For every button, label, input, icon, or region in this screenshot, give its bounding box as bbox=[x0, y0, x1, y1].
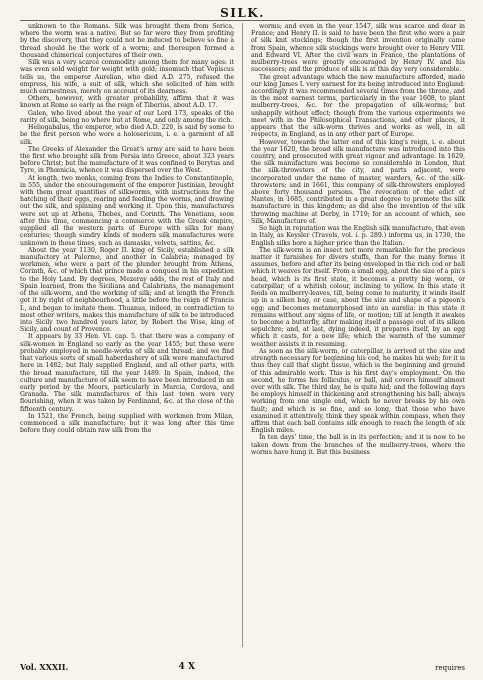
paragraph: In ten days' time, the ball is in its perfection; and it is now to be taken down from the branches of the mulberry-trees, where the worms have hung it. But this business bbox=[251, 434, 465, 456]
paragraph: About the year 1130, Roger II. king of Sicily, established a silk manufactory at Palermo, and another in Calabria; managed by workmen, who were a part of the plunder brought from Athens, Corinth, &c. of which that prince made a conquest in his expedition to the Holy Land. By degrees, Mezeray adds, the rest of Italy and Spain learned, from the Sicilians and Calabrians, the management of the silk-worm, and the working of silk; and at length the French got it by right of neighbourhood, a little before the reign of Francis I., and began to imitate them. Thuanus, indeed, in contradiction to most other writers, makes this manufacture of silk to be introduced into Sicily two hundred years later, by Robert the Wise, king of Sicily, and count of Provence. bbox=[20, 246, 234, 334]
paragraph: In 1521, the French, being supplied with workmen from Milan, commenced a silk manufacture; but it was long after this time before they could obtain raw silk from the bbox=[20, 412, 234, 435]
paragraph: However, towards the latter end of this king's reign, i. e. about the year 1620, the broad silk manufacture was introduced into this country, and prosecuted with great vigour and advantage. In 1629, the silk manufacture was become so considerable in London, that the silk-throwsters of the city, and parts adjacent, were incorporated under the name of master, warders, &c. of the silk-throwsters; and in 1661, this company of silk-throwsters employed above forty thousand persons. The revocation of the edict of Nantes, in 1685, contributed in a great degree to promote the silk manufacture in this kingdom; as did also the invention of the silk throwing machine at Derby, in 1719; for an account of which, see Silk, Manufacture of. bbox=[251, 138, 465, 225]
paragraph: The Greeks of Alexander the Great's army are said to have been the first who brought silk from Persia into Greece, about 323 years before Christ; but the manufacture of it was confined to Berytus and Tyre, in Phœnicia, whence it was dispersed over the West. bbox=[20, 145, 234, 175]
signature-mark: 4 X bbox=[178, 662, 195, 672]
left-column bbox=[20, 23, 234, 647]
paragraph: At length, two monks, coming from the Indies to Constantinople, in 555, under the encouragement of the emperor Justinian, brought with them great quantities of silkworms, with instructions for the hatching of their eggs, rearing and feeding the worms, and drawing out the silk, and spinning and working it. Upon this, manufactures were set up at Athens, Thebes, and Corinth. The Venetians, soon after this time, commencing a commerce with the Greek empire, supplied all the western parts of Europe with silks for many centuries; though sundry kinds of modern silk manufactures were unknown in those times, such as damasks, velvets, sattins, &c. bbox=[20, 174, 234, 247]
paragraph: Silk was a very scarce commodity among them for many ages: it was even sold weight for weight with gold; insomuch that Vopiscus tells us, the emperor Aurelian, who died A.D. 275, refused the empress, his wife, a suit of silk, which she solicited of him with much earnestness, merely on account of its dearness. bbox=[20, 59, 234, 95]
paragraph: So high in reputation was the English silk manufacture, that even in Italy, as Keysler (Travels, vol. i. p. 289.) informs us, in 1730, the English silks bore a higher price than the Italian. bbox=[251, 225, 465, 247]
paragraph: Galen, who lived about the year of our Lord 173, speaks of the rarity of silk, being no where but at Rome, and only among the rich. bbox=[20, 109, 234, 124]
right-column bbox=[251, 23, 465, 647]
paragraph: The silk-worm is an insect not more remarkable for the precious matter it furnishes for divers stuffs, than for the many forms it assumes, before and after its being enveloped in the rich cod or ball which it weaves for itself. From a small egg, about the size of a pin's head, which is its first state, it becomes a pretty big worm, or caterpillar, of a whitish colour, inclining to yellow. In this state it feeds on mulberry-leaves, till, being come to maturity, it winds itself up in a silken bag, or case, about the size and shape of a pigeon's egg; and becomes metamorphosed into an aurelia: in this state it remains without any signs of life, or motion; till at length it awakes to become a butterfly, after making itself a passage out of its silken sepulchre; and, at last, dying indeed, it prepares itself, by an egg which it casts, for a new life; which the warmth of the summer weather assists it in resuming. bbox=[251, 246, 465, 348]
text-columns bbox=[20, 23, 465, 647]
column-divider bbox=[242, 23, 243, 647]
paragraph: unknown to the Romans. Silk was brought them from Serica, where the worm was a native. But so far were they from profiting by the discovery, that they could not be induced to believe so fine a thread should be the work of a worm; and thereupon formed a thousand chimerical conjectures of their own. bbox=[20, 23, 234, 59]
catchword: requires bbox=[435, 664, 465, 672]
paragraph: It appears by 33 Hen. VI. cap. 5. that there was a company of silk-women in England so early as the year 1455; but these were probably employed in needle-works of silk and thread: and we find that various sorts of small haberdashery of silk were manufactured here in 1482; but Italy supplied England, and all other parts, with the broad manufacture, till the year 1489. In Spain, indeed, the culture and manufacture of silk seem to have been introduced in an early period by the Moors, particularly in Murcia, Cordova, and Granada. The silk manufactures of this last town were very flourishing, when it was taken by Ferdinand, &c. at the close of the fifteenth century. bbox=[20, 333, 234, 413]
page bbox=[20, 6, 465, 672]
paragraph: As soon as the silk-worm, or caterpillar, is arrived at the size and strength necessary for beginning his cod, he makes his web; for it is thus they call that slight tissue, which is the beginning and ground of this admirable work. This is his first day's employment. On the second, he forms his folliculus, or ball, and covers himself almost over with silk. The third day, he is quite hid; and the following days he employs himself in thickening and strengthening his ball; always working from one single end, which he never breaks by his own fault; and which is so fine, and so long, that those who have examined it attentively, think they speak within compass, when they affirm that each ball contains silk enough to reach the length of six English miles. bbox=[251, 347, 465, 435]
running-head: SILK. bbox=[20, 6, 465, 21]
paragraph: Heliogabalus, the emperor, who died A.D. 220, is said by some to be the first person who wore a holosericum, i. e. a garment of all silk. bbox=[20, 124, 234, 146]
volume-number: Vol. XXXII. bbox=[20, 662, 69, 672]
paragraph: The great advantage which the new manufacture afforded, made our king James I. very earnest for its being introduced into England: accordingly it was recommended several times from the throne, and in the most earnest terms, particularly in the year 1608, to plant mulberry-trees, &c. for the propagation of silk-worms; but unhappily without effect; though from the various experiments we meet with in the Philosophical Transactions, and other places, it appears that the silk-worm thrives and works as well, in all respects, in England, as in any other part of Europe. bbox=[251, 73, 465, 139]
paragraph: worms; and even in the year 1547, silk was scarce and dear in France; and Henry II. is said to have been the first who wore a pair of silk knit stockings; though the first invention originally came from Spain, whence silk stockings were brought over to Henry VIII. and Edward VI. After the civil wars in France, the plantations of mulberry-trees were greatly encouraged by Henry IV. and his successors; and the produce of silk is at this day very considerable. bbox=[251, 23, 465, 74]
paragraph: Others, however, with greater probability, affirm that it was known at Rome so early as the reign of Tiberius, about A.D. 17. bbox=[20, 95, 234, 110]
page-footer bbox=[20, 658, 465, 672]
